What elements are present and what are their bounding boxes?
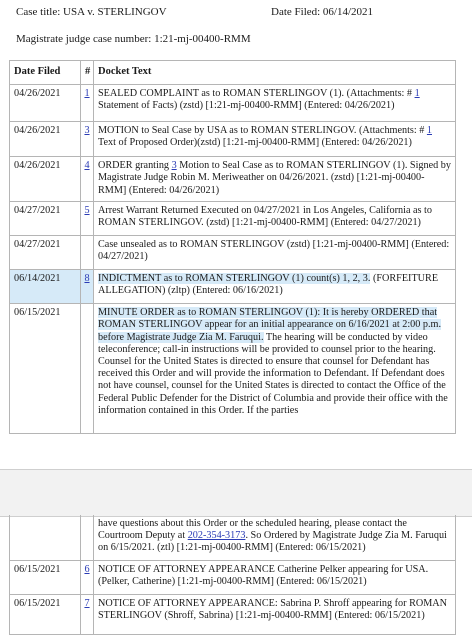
highlighted-text: MINUTE ORDER as to ROMAN STERLINGOV (1): It is hereby ORDERED that ROMAN STERLINGOV appear for an initial appearance on 6/16/2021 at 2:00 p.m. before Magistrate Judge Zia M. Faruqui.: [98, 307, 441, 343]
docket-number-link[interactable]: 4: [84, 160, 90, 172]
table-header-row: [10, 61, 456, 85]
motion-link[interactable]: 3: [171, 160, 177, 172]
date-filed-header: Date Filed: 06/14/2021: [271, 6, 374, 18]
docket-text: Arrest Warrant Returned Executed on 04/27/2021 in Los Angeles, California as to ROMAN STERLINGOV. (zstd) [1:21-mj-00400-RMM] (Entered: 04/27/2021): [94, 202, 456, 236]
row-date: 04/26/2021: [10, 122, 81, 157]
magistrate-case-number: Magistrate judge case number: 1:21-mj-00400-RMM: [16, 33, 251, 45]
docket-text: ORDER granting 3 Motion to Seal Case as to ROMAN STERLINGOV (1). Signed by Magistrate Judge Robin M. Meriweather on 04/26/2021. (zstd) [1:21-mj-00400-RMM] (Entered: 04/26/2021): [94, 157, 456, 202]
table-row: [10, 85, 456, 122]
page-break: [0, 469, 472, 517]
row-date: 06/15/2021: [10, 304, 81, 434]
phone-link[interactable]: 202-354-3173: [187, 530, 246, 542]
docket-text: NOTICE OF ATTORNEY APPEARANCE: Sabrina P. Shroff appearing for ROMAN STERLINGOV (Shroff, Sabrina) [1:21-mj-00400-RMM] (Entered: 06/15/2021): [94, 594, 456, 634]
attachment-link[interactable]: 1: [414, 88, 420, 100]
docket-text: MINUTE ORDER as to ROMAN STERLINGOV (1): It is hereby ORDERED that ROMAN STERLINGOV appear for an initial appearance on 6/16/2021 at 2:00 p.m. before Magistrate Judge Zia M. Faruqui. The hearing will be conducted by video teleconference; call-in instructions will be provided to counsel prior to the hearing. Counsel for the United States is directed to ensure that counsel for Defendant has received this Order and will provide the information to Defendant. If Defendant does not have counsel, counsel for the United States is directed to contact the Office of the Federal Public Defender for the District of Columbia and provide their office with the information contained in this Order. If the parties: [94, 304, 456, 434]
case-title: Case title: USA v. STERLINGOV: [16, 6, 167, 18]
docket-text: MOTION to Seal Case by USA as to ROMAN STERLINGOV. (Attachments: # 1 Text of Proposed Order)(zstd) [1:21-mj-00400-RMM] (Entered: 04/26/2021): [94, 122, 456, 157]
docket-text-continued: have questions about this Order or the scheduled hearing, please contact the Courtroom Deputy at 202-354-3173. So Ordered by Magistrate Judge Zia M. Faruqui on 6/15/2021. (ztl) [1:21-mj-00400-RMM] (Entered: 06/15/2021): [94, 515, 456, 560]
docket-number-link[interactable]: 6: [84, 563, 90, 575]
docket-text: Case unsealed as to ROMAN STERLINGOV (zstd) [1:21-mj-00400-RMM] (Entered: 04/27/2021): [94, 236, 456, 270]
row-date: 04/26/2021: [10, 157, 81, 202]
docket-number-link[interactable]: 5: [84, 205, 90, 217]
docket-number-link[interactable]: 7: [84, 597, 90, 609]
column-docket-text: Docket Text: [94, 61, 456, 85]
table-row: [10, 236, 456, 270]
docket-text: SEALED COMPLAINT as to ROMAN STERLINGOV (1). (Attachments: # 1 Statement of Facts) (zstd) [1:21-mj-00400-RMM] (Entered: 04/26/2021): [94, 85, 456, 122]
docket-number-link[interactable]: 8: [84, 273, 90, 285]
attachment-link[interactable]: 1: [426, 125, 432, 137]
table-row: [10, 157, 456, 202]
table-row: [10, 202, 456, 236]
column-date-filed: Date Filed: [10, 61, 81, 85]
docket-text: INDICTMENT as to ROMAN STERLINGOV (1) count(s) 1, 2, 3. (FORFEITURE ALLEGATION) (zltp) (Entered: 06/16/2021): [94, 270, 456, 304]
row-date: 06/15/2021: [10, 560, 81, 594]
column-number: #: [81, 61, 94, 85]
row-date: 04/27/2021: [10, 236, 81, 270]
table-row: [10, 304, 456, 434]
docket-number-link[interactable]: 3: [84, 125, 90, 137]
docket-number-link[interactable]: 1: [84, 88, 90, 100]
highlighted-text: INDICTMENT as to ROMAN STERLINGOV (1) count(s) 1, 2, 3.: [98, 273, 371, 285]
table-row: [10, 270, 456, 304]
table-row: [10, 560, 456, 594]
row-date: 06/15/2021: [10, 594, 81, 634]
docket-table: [9, 60, 456, 434]
table-row: [10, 594, 456, 634]
table-row: [10, 515, 456, 560]
row-date: 04/27/2021: [10, 202, 81, 236]
docket-text: NOTICE OF ATTORNEY APPEARANCE Catherine Pelker appearing for USA. (Pelker, Catherine) [1:21-mj-00400-RMM] (Entered: 06/15/2021): [94, 560, 456, 594]
row-date: 04/26/2021: [10, 85, 81, 122]
docket-table-continued: [9, 515, 456, 635]
table-row: [10, 122, 456, 157]
row-date: 06/14/2021: [10, 270, 81, 304]
